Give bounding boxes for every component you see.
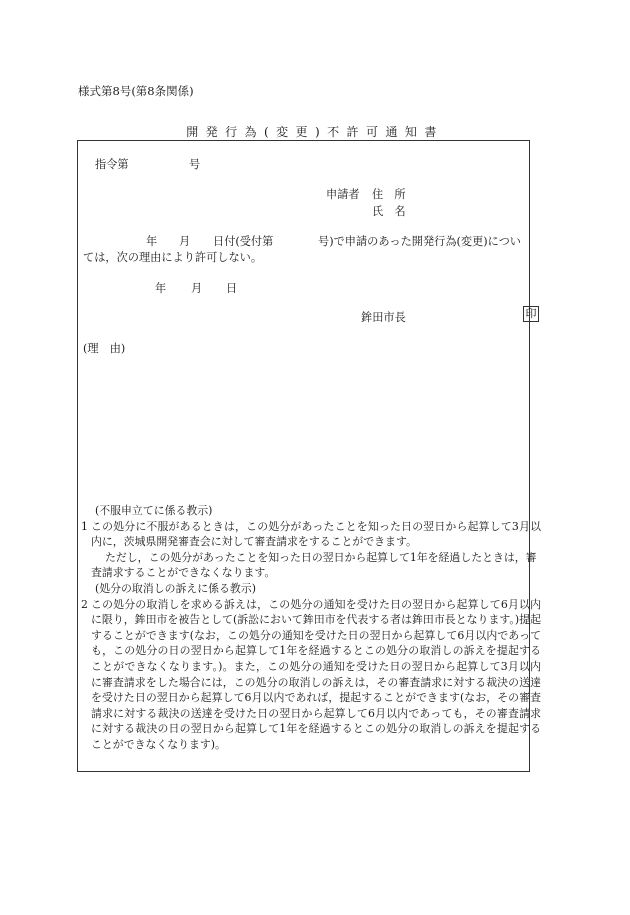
- notice-item-2: [81, 597, 541, 753]
- date-month: 月: [191, 282, 203, 295]
- document-title: 開発行為(変更)不許可通知書: [186, 125, 444, 139]
- body-month: 月: [179, 235, 191, 248]
- applicant-label: 申請者: [326, 188, 360, 201]
- form-number: 様式第8号(第8条関係): [78, 84, 194, 98]
- notice-heading-lawsuit: (処分の取消しの訴えに係る教示): [95, 581, 256, 595]
- notice-item-1-proviso: ただし，この処分があったことを知った日の翌日から起算して1年を経過したときは，審査請求することができなくなります。: [91, 550, 537, 580]
- seal-mark: 印: [523, 306, 539, 322]
- notice-item-1-text: この処分に不服があるときは，この処分があったことを知った日の翌日から起算して3月以内に，茨城県開発審査会に対して審査請求をすることができます。: [91, 519, 541, 549]
- body-year: 年: [146, 235, 158, 248]
- applicant-address-label: 住 所: [372, 188, 406, 201]
- notice-item-2-text: この処分の取消しを求める訴えは，この処分の通知を受けた日の翌日から起算して6月以内に限り，鉾田市を被告として(訴訟において鉾田市を代表する者は鉾田市長となります。)提起することができます(なお，この処分の通知を受けた日の翌日から起算して6月以内であっても，この処分の日の翌日から起算して1年を経過するとこの処分の取消しの訴えを提起することができなくなります。)。また，この処分の通知を受けた日の翌日から起算して3月以内に審査請求をした場合には，この処分の取消しの訴えは，その審査請求に対する裁決の送達を受けた日の翌日から起算して6月以内であれば，提起することができます(なお，その審査請求に対する裁決の送達を受けた日の翌日から起算して6月以内であっても，その審査請求に対する裁決の日の翌日から起算して1年を経過するとこの処分の取消しの訴えを提起することができなくなります)。: [91, 597, 541, 751]
- date-day: 日: [226, 282, 238, 295]
- date-year: 年: [155, 282, 167, 295]
- applicant-name-label: 氏 名: [372, 205, 406, 218]
- body-line-1: 日付(受付第 号)で申請のあった開発行為(変更)につい: [213, 235, 521, 248]
- appeal-notice: [81, 503, 541, 753]
- notice-item-1-number: 1: [81, 519, 88, 533]
- order-number-suffix: 号: [189, 158, 201, 171]
- reason-label: (理 由): [83, 342, 126, 355]
- body-line-2: ては，次の理由により許可しない。: [83, 251, 263, 264]
- order-number-prefix: 指令第: [95, 158, 129, 171]
- issuer-name: 鉾田市長: [361, 311, 406, 324]
- notice-item-1: [81, 519, 541, 550]
- notice-heading-appeal: (不服申立てに係る教示): [95, 504, 213, 517]
- notice-item-2-number: 2: [81, 597, 88, 611]
